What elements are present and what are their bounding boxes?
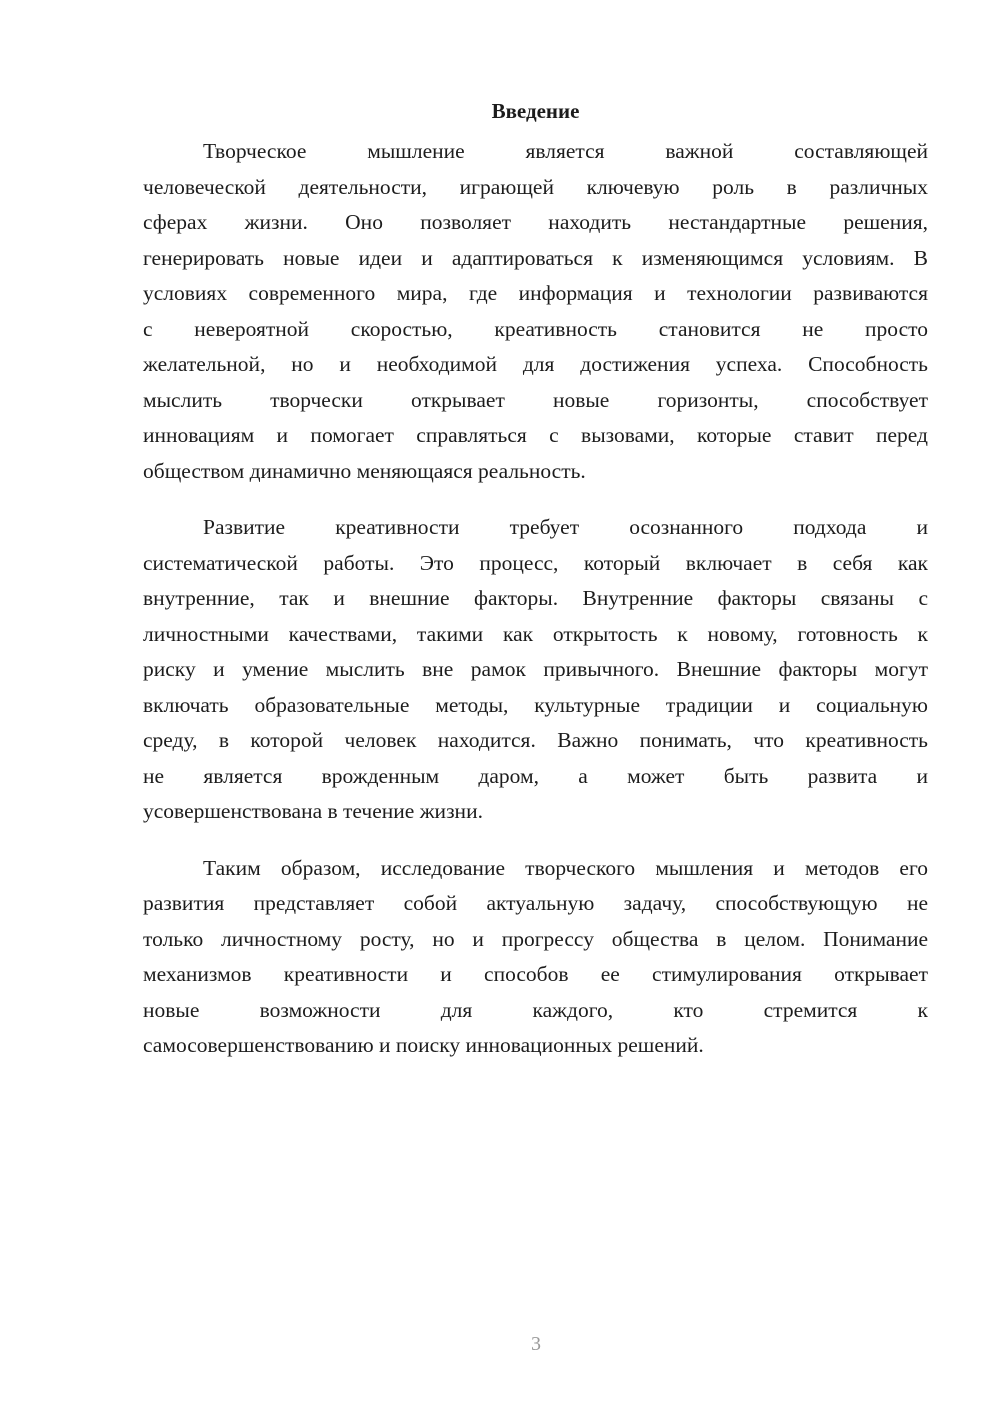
paragraph-1: [143, 134, 928, 489]
text-line: человеческой деятельности, играющей ключевую роль в различных: [143, 174, 928, 199]
text-line: личностными качествами, такими как открытость к новому, готовность к: [143, 621, 928, 646]
text-line: желательной, но и необходимой для достижения успеха. Способность: [143, 352, 928, 376]
text-line: инновациям и помогает справляться с вызовами, которые ставит перед: [143, 423, 928, 447]
page-number: 3: [531, 1333, 541, 1355]
text-line: условиях современного мира, где информация и технологии развиваются: [143, 281, 928, 305]
text-line: риску и умение мыслить вне рамок привычного. Внешние факторы могут: [143, 657, 928, 681]
text-line: с невероятной скоростью, креативность становится не просто: [143, 316, 928, 341]
page-content: [143, 93, 928, 1064]
text-line: Таким образом, исследование творческого мышления и методов его: [203, 855, 928, 880]
text-line: Творческое мышление является важной составляющей: [203, 139, 928, 163]
paragraph-2: [143, 510, 928, 830]
paragraph-3: [143, 851, 928, 1064]
text-line: генерировать новые идеи и адаптироваться к изменяющимся условиям. В: [143, 245, 928, 270]
text-line: новые возможности для каждого, кто стремится к: [143, 997, 928, 1022]
text-line: мыслить творчески открывает новые горизонты, способствует: [143, 387, 928, 412]
text-line: сферах жизни. Оно позволяет находить нестандартные решения,: [143, 210, 928, 234]
text-line: среду, в которой человек находится. Важно понимать, что креативность: [143, 728, 928, 752]
text-line: развития представляет собой актуальную задачу, способствующую не: [143, 891, 928, 915]
text-line: внутренние, так и внешние факторы. Внутренние факторы связаны с: [143, 586, 928, 610]
section-heading: Введение: [491, 99, 580, 123]
text-line: самосовершенствованию и поиску инновационных решений.: [143, 1033, 704, 1057]
text-line: включать образовательные методы, культурные традиции и социальную: [143, 692, 928, 717]
text-line: механизмов креативности и способов ее стимулирования открывает: [143, 962, 928, 986]
text-line: усовершенствована в течение жизни.: [143, 799, 483, 823]
text-line: Развитие креативности требует осознанного подхода и: [203, 515, 928, 539]
text-line: систематической работы. Это процесс, который включает в себя как: [143, 550, 928, 575]
text-line: не является врожденным даром, а может быть развита и: [143, 763, 928, 788]
text-line: только личностному росту, но и прогрессу общества в целом. Понимание: [143, 926, 928, 951]
text-line: обществом динамично меняющаяся реальность.: [143, 458, 586, 483]
